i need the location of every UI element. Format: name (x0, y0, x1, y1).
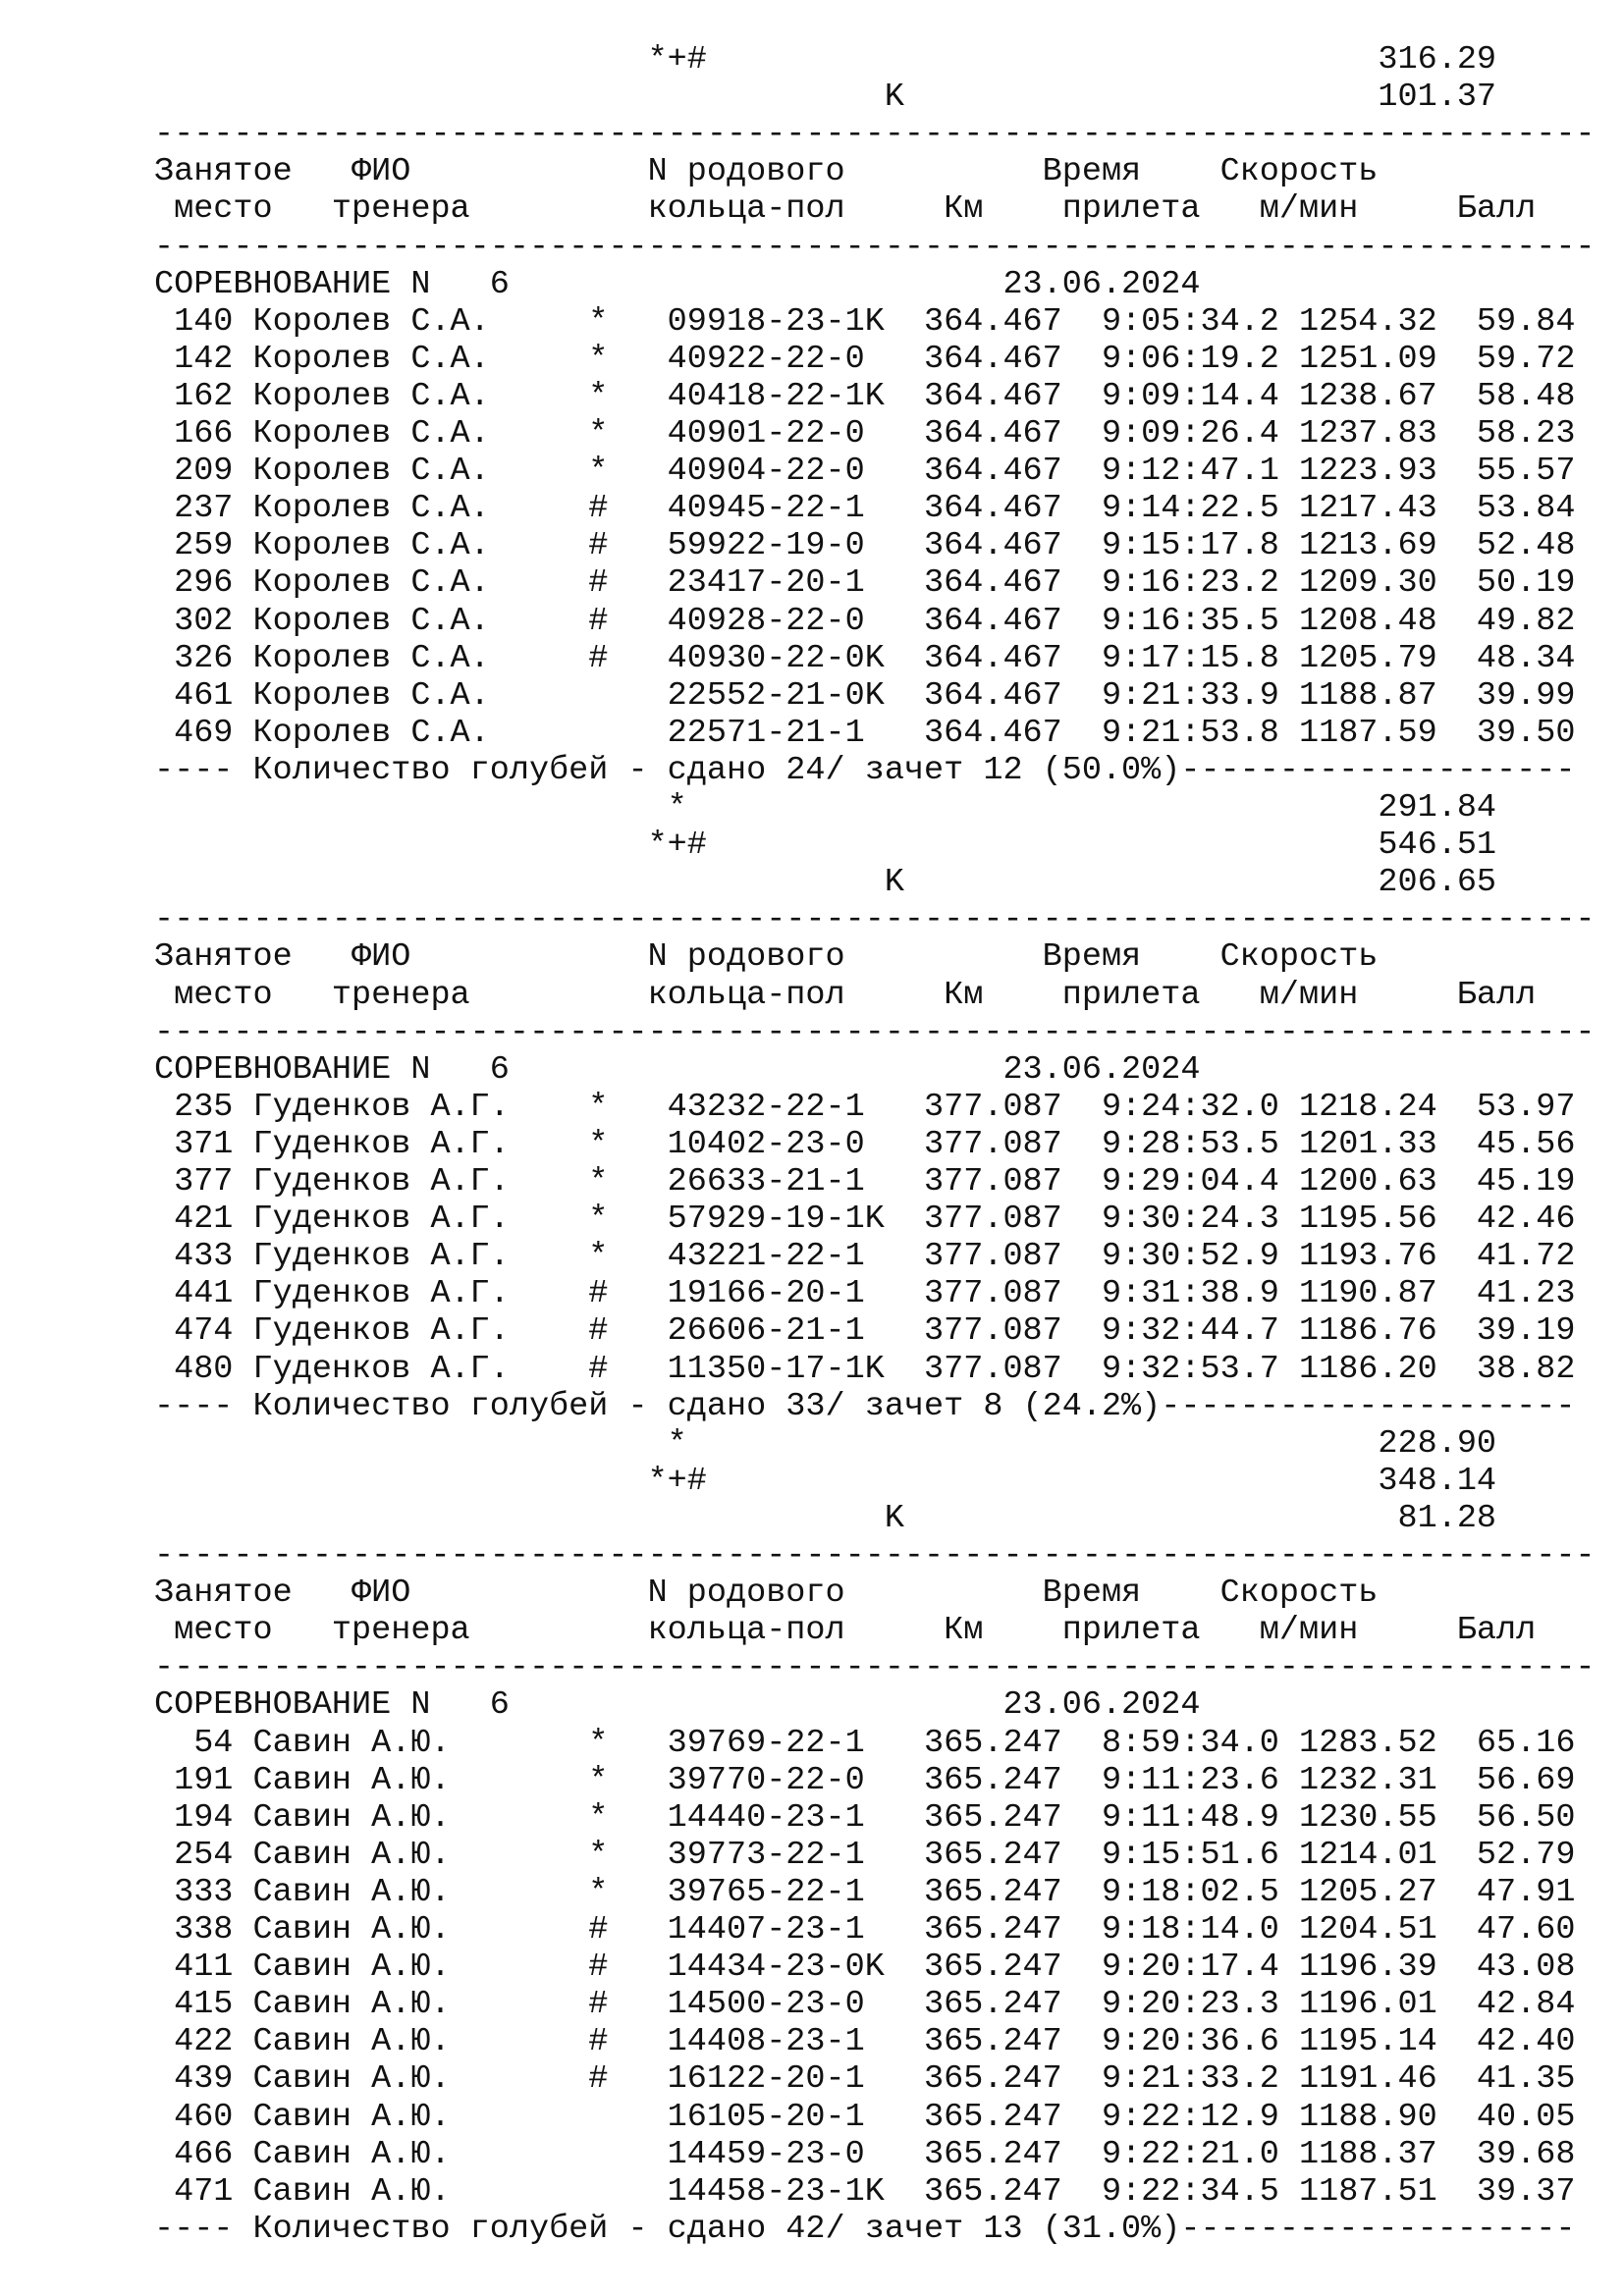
result-row: 377 Гуденков А.Г. * 26633-21-1 377.087 9:29:04.4 1200.63 45.19 (154, 1163, 1576, 1201)
coefficient-line: K 81.28 (154, 1499, 1497, 1537)
result-row: 471 Савин А.Ю. 14458-23-1K 365.247 9:22:34.5 1187.51 39.37 (154, 2172, 1576, 2211)
result-row: 194 Савин А.Ю. * 14440-23-1 365.247 9:11:48.9 1230.55 56.50 (154, 1798, 1576, 1837)
competition-header: СОРЕВНОВАНИЕ N 6 23.06.2024 (154, 1686, 1201, 1725)
column-header: Занятое ФИО N родового Время Скорость (154, 153, 1379, 191)
competition-header: СОРЕВНОВАНИЕ N 6 23.06.2024 (154, 265, 1201, 303)
result-row: 326 Королев С.А. # 40930-22-0K 364.467 9:17:15.8 1205.79 48.34 (154, 639, 1576, 677)
result-row: 421 Гуденков А.Г. * 57929-19-1K 377.087 9:30:24.3 1195.56 42.46 (154, 1201, 1576, 1239)
column-header: место тренера кольца-пол Км прилета м/мин Балл (154, 1612, 1537, 1650)
separator-line: ------------------------------------------------------------------------- (154, 901, 1596, 939)
coefficient-line: K 206.65 (154, 864, 1497, 902)
result-row: 439 Савин А.Ю. # 16122-20-1 365.247 9:21:33.2 1191.46 41.35 (154, 2060, 1576, 2099)
result-row: 441 Гуденков А.Г. # 19166-20-1 377.087 9:31:38.9 1190.87 41.23 (154, 1275, 1576, 1313)
result-row: 296 Королев С.А. # 23417-20-1 364.467 9:16:23.2 1209.30 50.19 (154, 564, 1576, 603)
result-row: 474 Гуденков А.Г. # 26606-21-1 377.087 9:32:44.7 1186.76 39.19 (154, 1312, 1576, 1351)
result-row: 333 Савин А.Ю. * 39765-22-1 365.247 9:18:02.5 1205.27 47.91 (154, 1873, 1576, 1911)
summary-line: ---- Количество голубей - сдано 24/ зачет 12 (50.0%)-------------------- (154, 751, 1576, 789)
coefficient-line: * 291.84 (154, 789, 1497, 827)
result-row: 461 Королев С.А. 22552-21-0K 364.467 9:21:33.9 1188.87 39.99 (154, 676, 1576, 715)
result-row: 411 Савин А.Ю. # 14434-23-0K 365.247 9:20:17.4 1196.39 43.08 (154, 1949, 1576, 1987)
column-header: Занятое ФИО N родового Время Скорость (154, 938, 1379, 977)
separator-line: ------------------------------------------------------------------------- (154, 116, 1596, 154)
result-row: 415 Савин А.Ю. # 14500-23-0 365.247 9:20:23.3 1196.01 42.84 (154, 1986, 1576, 2024)
summary-line: ---- Количество голубей - сдано 33/ зачет 8 (24.2%)--------------------- (154, 1387, 1576, 1425)
separator-line: ------------------------------------------------------------------------- (154, 1013, 1596, 1051)
result-row: 235 Гуденков А.Г. * 43232-22-1 377.087 9:24:32.0 1218.24 53.97 (154, 1088, 1576, 1126)
result-row: 433 Гуденков А.Г. * 43221-22-1 377.087 9:30:52.9 1193.76 41.72 (154, 1238, 1576, 1276)
coefficient-line: *+# 316.29 (154, 41, 1497, 79)
result-row: 254 Савин А.Ю. * 39773-22-1 365.247 9:15:51.6 1214.01 52.79 (154, 1836, 1576, 1874)
result-row: 422 Савин А.Ю. # 14408-23-1 365.247 9:20:36.6 1195.14 42.40 (154, 2023, 1576, 2061)
result-row: 237 Королев С.А. # 40945-22-1 364.467 9:14:22.5 1217.43 53.84 (154, 490, 1576, 528)
competition-header: СОРЕВНОВАНИЕ N 6 23.06.2024 (154, 1050, 1201, 1089)
result-row: 338 Савин А.Ю. # 14407-23-1 365.247 9:18:14.0 1204.51 47.60 (154, 1911, 1576, 1949)
coefficient-line: * 228.90 (154, 1424, 1497, 1463)
result-row: 162 Королев С.А. * 40418-22-1K 364.467 9:09:14.4 1238.67 58.48 (154, 377, 1576, 415)
result-row: 460 Савин А.Ю. 16105-20-1 365.247 9:22:12.9 1188.90 40.05 (154, 2098, 1576, 2136)
coefficient-line: *+# 546.51 (154, 827, 1497, 865)
coefficient-line: *+# 348.14 (154, 1462, 1497, 1500)
column-header: место тренера кольца-пол Км прилета м/мин Балл (154, 976, 1537, 1014)
result-row: 259 Королев С.А. # 59922-19-0 364.467 9:15:17.8 1213.69 52.48 (154, 527, 1576, 565)
separator-line: ------------------------------------------------------------------------- (154, 1649, 1596, 1687)
result-row: 140 Королев С.А. * 09918-23-1K 364.467 9:05:34.2 1254.32 59.84 (154, 302, 1576, 341)
result-row: 166 Королев С.А. * 40901-22-0 364.467 9:09:26.4 1237.83 58.23 (154, 415, 1576, 453)
result-row: 54 Савин А.Ю. * 39769-22-1 365.247 8:59:34.0 1283.52 65.16 (154, 1724, 1576, 1762)
separator-line: ------------------------------------------------------------------------- (154, 1537, 1596, 1575)
result-row: 302 Королев С.А. # 40928-22-0 364.467 9:16:35.5 1208.48 49.82 (154, 602, 1576, 640)
result-row: 466 Савин А.Ю. 14459-23-0 365.247 9:22:21.0 1188.37 39.68 (154, 2135, 1576, 2173)
result-row: 142 Королев С.А. * 40922-22-0 364.467 9:06:19.2 1251.09 59.72 (154, 340, 1576, 378)
separator-line: ------------------------------------------------------------------------- (154, 228, 1596, 266)
coefficient-line: K 101.37 (154, 79, 1497, 117)
result-row: 469 Королев С.А. 22571-21-1 364.467 9:21:53.8 1187.59 39.50 (154, 714, 1576, 752)
result-row: 209 Королев С.А. * 40904-22-0 364.467 9:12:47.1 1223.93 55.57 (154, 453, 1576, 491)
result-row: 480 Гуденков А.Г. # 11350-17-1K 377.087 9:32:53.7 1186.20 38.82 (154, 1350, 1576, 1388)
summary-line: ---- Количество голубей - сдано 42/ зачет 13 (31.0%)-------------------- (154, 2210, 1576, 2248)
column-header: место тренера кольца-пол Км прилета м/мин Балл (154, 190, 1537, 229)
column-header: Занятое ФИО N родового Время Скорость (154, 1575, 1379, 1613)
result-row: 191 Савин А.Ю. * 39770-22-0 365.247 9:11:23.6 1232.31 56.69 (154, 1761, 1576, 1799)
result-row: 371 Гуденков А.Г. * 10402-23-0 377.087 9:28:53.5 1201.33 45.56 (154, 1125, 1576, 1163)
